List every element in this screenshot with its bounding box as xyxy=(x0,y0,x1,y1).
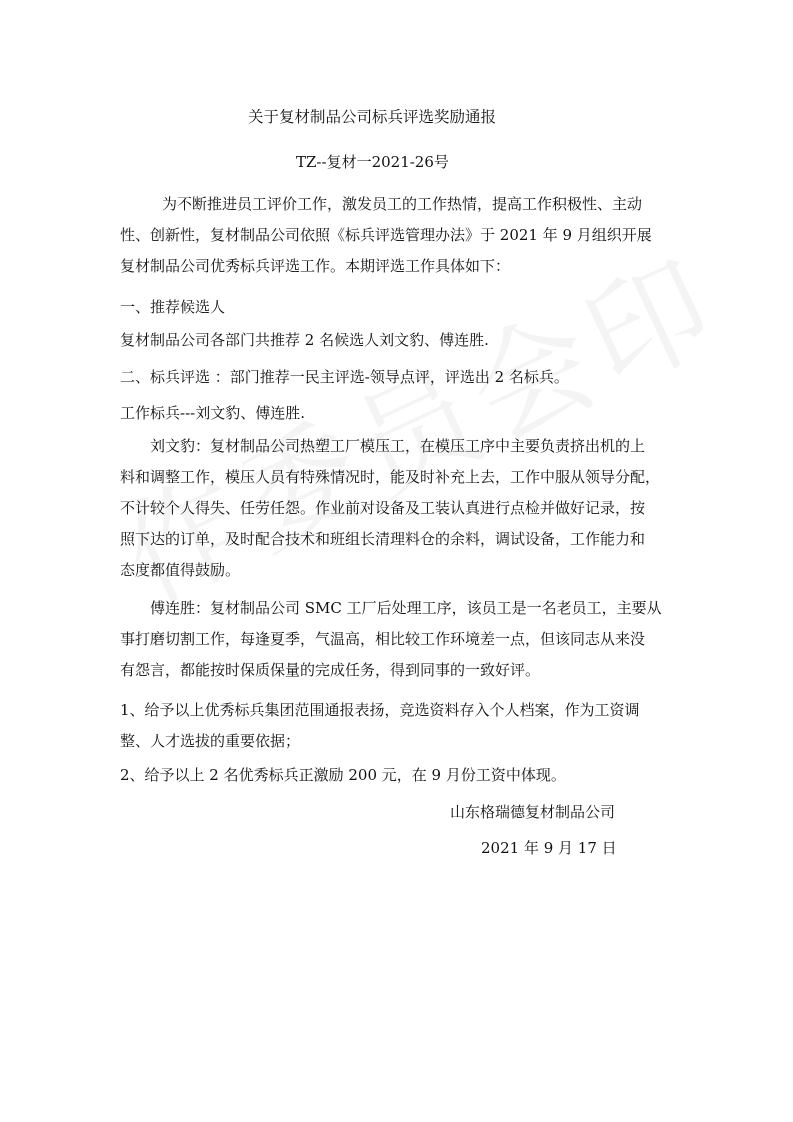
reward2-text: 2、给予以上 2 名优秀标兵正激励 200 元，在 9 月份工资中体现。 xyxy=(120,766,566,784)
intro-paragraph xyxy=(120,195,693,288)
fu-paragraph xyxy=(120,599,693,692)
document-date: 2021 年 9 月 17 日 xyxy=(481,839,617,857)
liu-line: 刘文豹：复材制品公司热塑工厂模压工，在模压工序中主要负责挤出机的上 xyxy=(150,437,646,455)
reward1-line: 1、给予以上优秀标兵集团范围通报表扬，竞选资料存入个人档案，作为工资调 xyxy=(120,701,640,719)
section2-heading: 二、标兵评选 ：部门推荐一民主评选-领导点评，评选出 2 名标兵。 xyxy=(120,368,569,386)
heroes-line: 工作标兵---刘文豹、傅连胜. xyxy=(120,404,305,422)
liu-line: 不计较个人得失、任劳任怨。作业前对设备及工装认真进行点检并做好记录，按 xyxy=(120,499,646,517)
section1-heading: 一、推荐候选人 xyxy=(120,298,226,316)
fu-line: 有怨言，都能按时保质保量的完成任务，得到同事的一致好评。 xyxy=(120,661,541,679)
liu-line: 料和调整工作，模压人员有特殊情况时，能及时补充上去，工作中服从领导分配， xyxy=(120,468,661,486)
fu-line: 傅连胜：复材制品公司 SMC 工厂后处理工序，该员工是一名老员工，主要从 xyxy=(150,599,662,617)
fu-line: 事打磨切割工作，每逢夏季，气温高，相比较工作环境差一点，但该同志从来没 xyxy=(120,630,646,648)
document-number: TZ--复材一2021-26号 xyxy=(296,153,449,171)
reward1-line: 整、人才选拔的重要依据； xyxy=(120,732,301,750)
reward1-paragraph xyxy=(120,701,693,763)
liu-line: 态度都值得鼓励。 xyxy=(120,561,241,579)
liu-line: 照下达的订单，及时配合技术和班组长清理料仓的余料，调试设备，工作能力和 xyxy=(120,530,646,548)
intro-line: 复材制品公司优秀标兵评选工作。本期评选工作具体如下： xyxy=(120,257,511,275)
section1-text: 复材制品公司各部门共推荐 2 名候选人刘文豹、傅连胜. xyxy=(120,331,489,349)
intro-line: 性、创新性，复材制品公司依照《标兵评选管理办法》于 2021 年 9 月组织开展 xyxy=(120,226,652,244)
intro-line: 为不断推进员工评价工作，激发员工的工作热情，提高工作积极性、主动 xyxy=(162,195,643,213)
document-title: 关于复材制品公司标兵评选奖励通报 xyxy=(248,108,497,126)
company-signature: 山东格瑞德复材制品公司 xyxy=(450,803,616,821)
liu-paragraph xyxy=(120,437,693,592)
